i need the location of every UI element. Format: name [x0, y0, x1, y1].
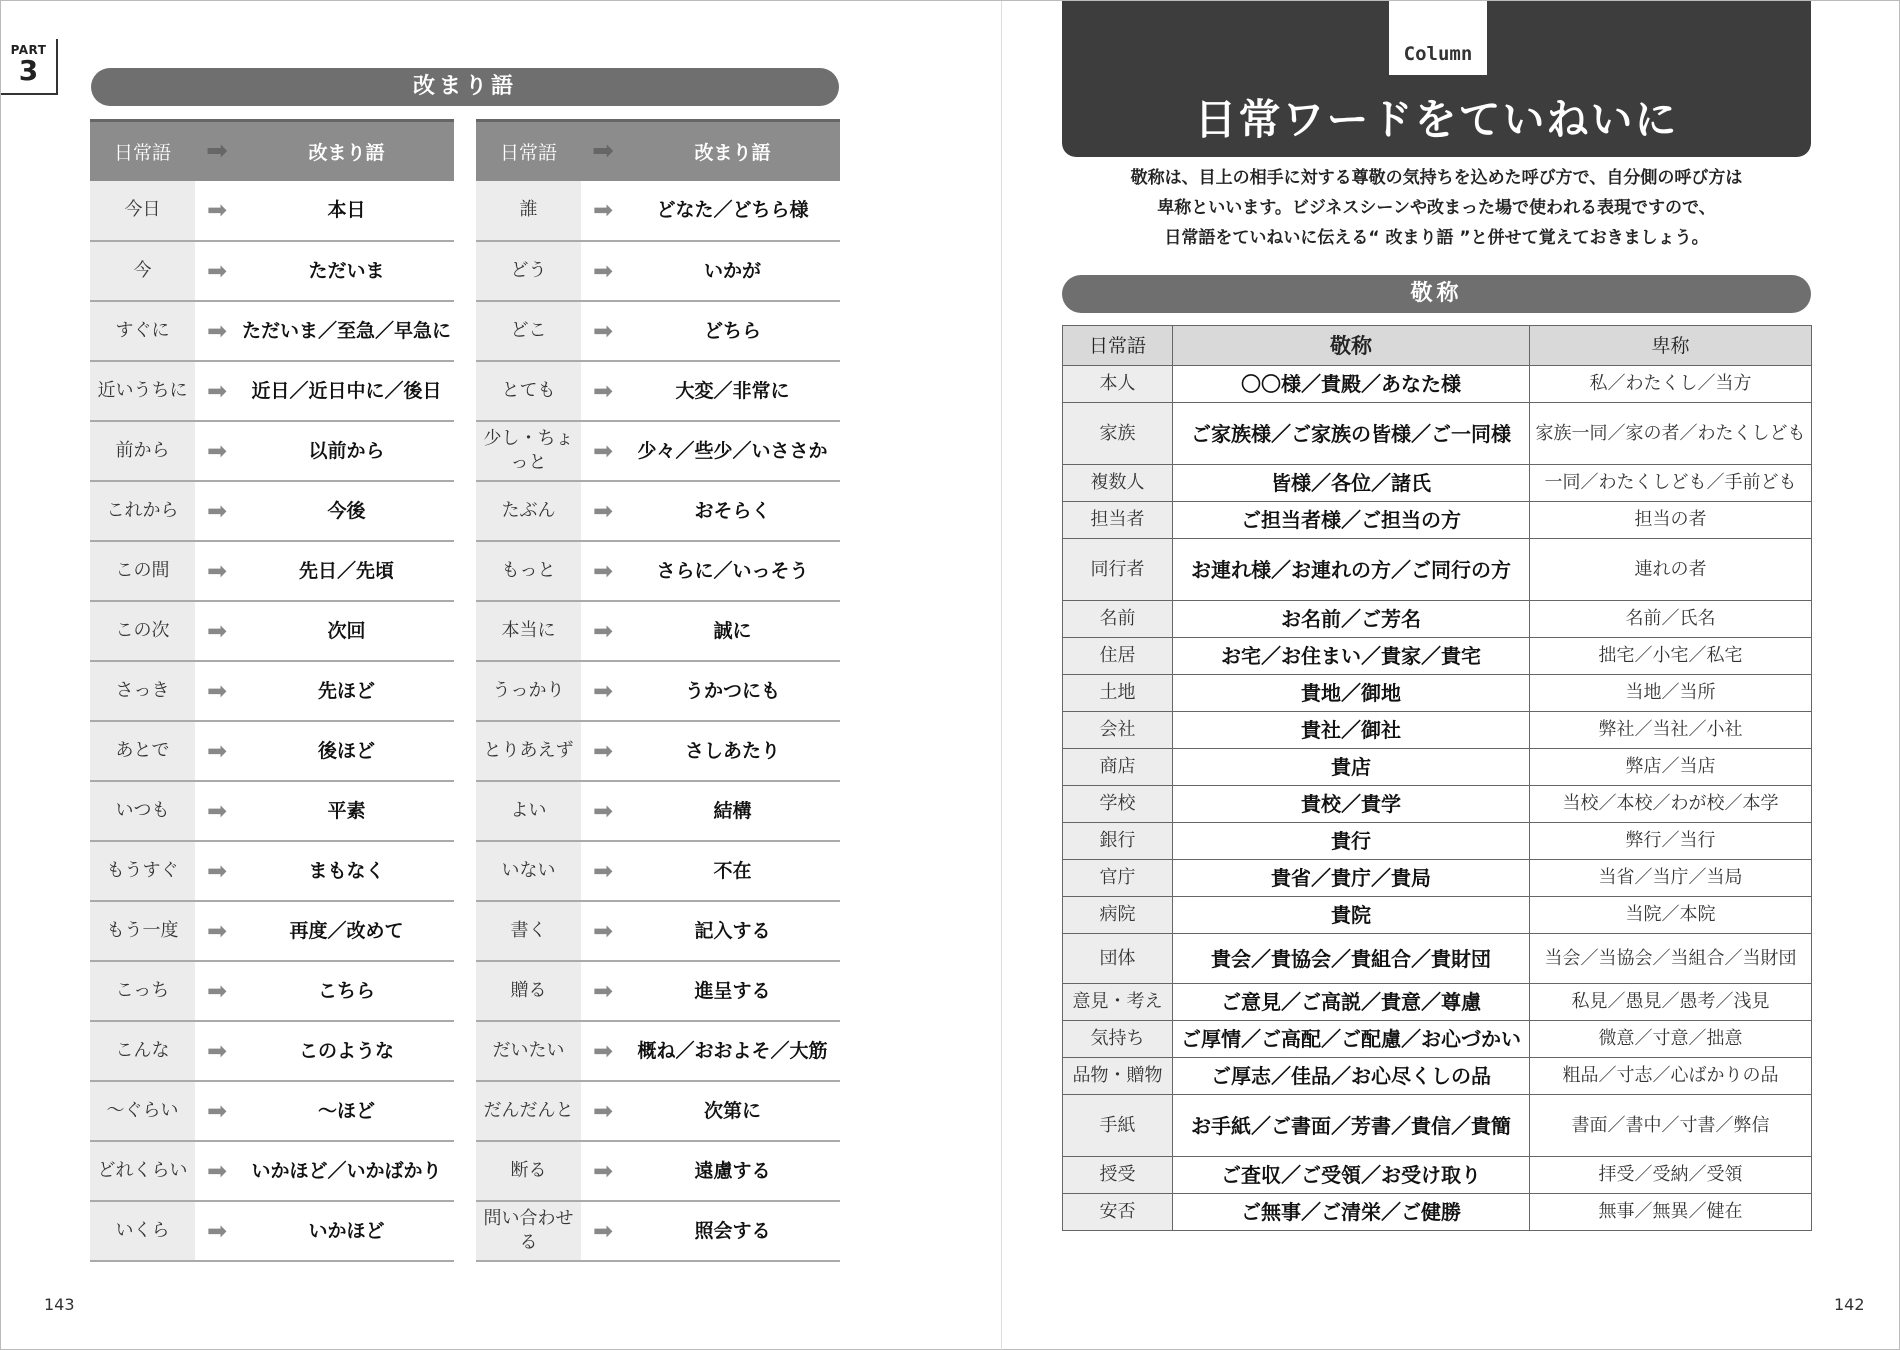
arrow-icon: ➡	[581, 301, 625, 361]
formal-word: 記入する	[625, 901, 840, 961]
formal-word: 少々／些少／いささか	[625, 421, 840, 481]
arrow-icon: ➡	[195, 181, 239, 241]
table-row	[476, 1141, 840, 1201]
formal-words-table-2	[476, 119, 840, 1262]
column-tag: Column	[1389, 1, 1487, 75]
table-row	[90, 541, 454, 601]
formal-word: おそらく	[625, 481, 840, 541]
formal-word: いかほど／いかばかり	[239, 1141, 454, 1201]
formal-words-table-1	[90, 119, 454, 1262]
part-number: 3	[18, 54, 39, 87]
humble-word: 担当の者	[1530, 502, 1812, 539]
table-row	[1063, 934, 1812, 984]
header-formal: 改まり語	[239, 121, 454, 181]
table-row	[476, 481, 840, 541]
humble-word: 弊社／当社／小社	[1530, 712, 1812, 749]
daily-word: 土地	[1063, 675, 1173, 712]
header-humble: 卑称	[1530, 326, 1812, 366]
header-daily: 日常語	[476, 121, 581, 181]
table-row	[90, 901, 454, 961]
arrow-icon: ➡	[581, 841, 625, 901]
daily-word: もうすぐ	[90, 841, 195, 901]
arrow-icon: ➡	[195, 481, 239, 541]
daily-word: 前から	[90, 421, 195, 481]
daily-word: 同行者	[1063, 539, 1173, 601]
honorific-word: 貴校／貴学	[1173, 786, 1530, 823]
arrow-icon: ➡	[195, 301, 239, 361]
daily-word: 書く	[476, 901, 581, 961]
daily-word: 今日	[90, 181, 195, 241]
table-row	[476, 541, 840, 601]
honorific-word: 貴院	[1173, 897, 1530, 934]
humble-word: 名前／氏名	[1530, 601, 1812, 638]
arrow-icon: ➡	[195, 661, 239, 721]
daily-word: さっき	[90, 661, 195, 721]
honorific-word: 皆様／各位／諸氏	[1173, 465, 1530, 502]
daily-word: 家族	[1063, 403, 1173, 465]
daily-word: 名前	[1063, 601, 1173, 638]
table-row	[1063, 403, 1812, 465]
table-row	[476, 721, 840, 781]
daily-word: この次	[90, 601, 195, 661]
daily-word: 会社	[1063, 712, 1173, 749]
arrow-icon: ➡	[581, 961, 625, 1021]
table-row	[90, 1201, 454, 1261]
formal-word: 近日／近日中に／後日	[239, 361, 454, 421]
daily-word: こっち	[90, 961, 195, 1021]
formal-word: ただいま	[239, 241, 454, 301]
table-header-row	[476, 121, 840, 181]
formal-word: 後ほど	[239, 721, 454, 781]
table-row	[1063, 1194, 1812, 1231]
formal-word: 遠慮する	[625, 1141, 840, 1201]
daily-word: 病院	[1063, 897, 1173, 934]
daily-word: 品物・贈物	[1063, 1058, 1173, 1095]
honorific-word: ご無事／ご清栄／ご健勝	[1173, 1194, 1530, 1231]
table-row	[476, 961, 840, 1021]
daily-word: もっと	[476, 541, 581, 601]
formal-word: 次回	[239, 601, 454, 661]
arrow-icon: ➡	[195, 901, 239, 961]
table-header-row	[90, 121, 454, 181]
page-number-right: 142	[1834, 1295, 1865, 1314]
honorific-word: ご担当者様／ご担当の方	[1173, 502, 1530, 539]
honorific-word: 〇〇様／貴殿／あなた様	[1173, 366, 1530, 403]
table-row	[90, 361, 454, 421]
table-row	[1063, 712, 1812, 749]
daily-word: 商店	[1063, 749, 1173, 786]
arrow-icon: ➡	[581, 781, 625, 841]
daily-word: 今	[90, 241, 195, 301]
table-row	[1063, 539, 1812, 601]
formal-word: 照会する	[625, 1201, 840, 1261]
table-row	[1063, 502, 1812, 539]
humble-word: 拙宅／小宅／私宅	[1530, 638, 1812, 675]
formal-word: ただいま／至急／早急に	[239, 301, 454, 361]
daily-word: あとで	[90, 721, 195, 781]
intro-line-1: 敬称は、目上の相手に対する尊敬の気持ちを込めた呼び方で、自分側の呼び方は	[1130, 168, 1743, 188]
arrow-icon: ➡	[581, 541, 625, 601]
formal-word: どちら	[625, 301, 840, 361]
table-row	[476, 781, 840, 841]
formal-word: 再度／改めて	[239, 901, 454, 961]
daily-word: 担当者	[1063, 502, 1173, 539]
daily-word: とても	[476, 361, 581, 421]
table-row	[1063, 1021, 1812, 1058]
table-row	[476, 361, 840, 421]
formal-word: 以前から	[239, 421, 454, 481]
honorific-word: 貴省／貴庁／貴局	[1173, 860, 1530, 897]
humble-word: 微意／寸意／拙意	[1530, 1021, 1812, 1058]
daily-word: 意見・考え	[1063, 984, 1173, 1021]
daily-word: だんだんと	[476, 1081, 581, 1141]
formal-word: このような	[239, 1021, 454, 1081]
table-row	[90, 1081, 454, 1141]
humble-word: 拝受／受納／受領	[1530, 1157, 1812, 1194]
formal-word: 進呈する	[625, 961, 840, 1021]
table-row	[90, 721, 454, 781]
formal-word: 今後	[239, 481, 454, 541]
arrow-icon: ➡	[195, 541, 239, 601]
table-body	[476, 181, 840, 1261]
arrow-icon: ➡	[581, 1081, 625, 1141]
table-row	[1063, 366, 1812, 403]
arrow-icon: ➡	[195, 1141, 239, 1201]
table-row	[1063, 601, 1812, 638]
honorific-title: 敬称	[1062, 275, 1811, 313]
formal-word: 先ほど	[239, 661, 454, 721]
honorific-word: 貴店	[1173, 749, 1530, 786]
honorific-word: お手紙／ご書面／芳書／貴信／貴簡	[1173, 1095, 1530, 1157]
formal-word: さしあたり	[625, 721, 840, 781]
daily-word: 複数人	[1063, 465, 1173, 502]
arrow-icon: ➡	[581, 121, 625, 181]
arrow-icon: ➡	[581, 601, 625, 661]
humble-word: 当省／当庁／当局	[1530, 860, 1812, 897]
humble-word: 当校／本校／わが校／本学	[1530, 786, 1812, 823]
part-label: PART	[10, 43, 47, 57]
arrow-icon: ➡	[195, 1081, 239, 1141]
table-row	[90, 1141, 454, 1201]
honorific-word: ご厚情／ご高配／ご配慮／お心づかい	[1173, 1021, 1530, 1058]
honorific-word: ご査収／ご受領／お受け取り	[1173, 1157, 1530, 1194]
humble-word: 家族一同／家の者／わたくしども	[1530, 403, 1812, 465]
table-row	[90, 421, 454, 481]
daily-word: どこ	[476, 301, 581, 361]
arrow-icon: ➡	[195, 421, 239, 481]
table-row	[476, 181, 840, 241]
daily-word: すぐに	[90, 301, 195, 361]
honorific-word: ご意見／ご高説／貴意／尊慮	[1173, 984, 1530, 1021]
arrow-icon: ➡	[581, 661, 625, 721]
column-intro	[1062, 163, 1811, 253]
humble-word: 当地／当所	[1530, 675, 1812, 712]
arrow-icon: ➡	[581, 241, 625, 301]
intro-line-3: 日常語をていねいに伝える“ 改まり語 ”と併せて覚えておきましょう。	[1164, 228, 1709, 248]
table-row	[476, 661, 840, 721]
header-daily: 日常語	[90, 121, 195, 181]
table-row	[1063, 860, 1812, 897]
formal-word: まもなく	[239, 841, 454, 901]
table-row	[90, 181, 454, 241]
formal-word: さらに／いっそう	[625, 541, 840, 601]
daily-word: この間	[90, 541, 195, 601]
daily-word: どう	[476, 241, 581, 301]
daily-word: 少し・ちょっと	[476, 421, 581, 481]
humble-word: 弊行／当行	[1530, 823, 1812, 860]
table-row	[1063, 638, 1812, 675]
humble-word: 私見／愚見／愚考／浅見	[1530, 984, 1812, 1021]
humble-word: 当会／当協会／当組合／当財団	[1530, 934, 1812, 984]
table-row	[476, 1021, 840, 1081]
formal-word: うかつにも	[625, 661, 840, 721]
table-row	[90, 661, 454, 721]
formal-word: いかほど	[239, 1201, 454, 1261]
table-body	[1063, 366, 1812, 1231]
header-honorific: 敬称	[1173, 326, 1530, 366]
arrow-icon: ➡	[195, 781, 239, 841]
column-title: 日常ワードをていねいに	[1194, 95, 1679, 144]
intro-line-2: 卑称といいます。ビジネスシーンや改まった場で使われる表現ですので、	[1157, 198, 1716, 218]
table-row	[90, 781, 454, 841]
arrow-icon: ➡	[581, 721, 625, 781]
daily-word: 官庁	[1063, 860, 1173, 897]
arrow-icon: ➡	[581, 181, 625, 241]
daily-word: もう一度	[90, 901, 195, 961]
table-row	[476, 901, 840, 961]
table-row	[90, 1021, 454, 1081]
humble-word: 書面／書中／寸書／弊信	[1530, 1095, 1812, 1157]
arrow-icon: ➡	[581, 1201, 625, 1261]
arrow-icon: ➡	[195, 841, 239, 901]
table-row	[90, 481, 454, 541]
daily-word: 誰	[476, 181, 581, 241]
table-row	[90, 241, 454, 301]
formal-word: 結構	[625, 781, 840, 841]
arrow-icon: ➡	[195, 121, 239, 181]
humble-word: 連れの者	[1530, 539, 1812, 601]
table-row	[1063, 1157, 1812, 1194]
table-row	[476, 301, 840, 361]
arrow-icon: ➡	[195, 1201, 239, 1261]
table-row	[90, 301, 454, 361]
table-row	[476, 241, 840, 301]
daily-word: 住居	[1063, 638, 1173, 675]
arrow-icon: ➡	[581, 1021, 625, 1081]
daily-word: いつも	[90, 781, 195, 841]
daily-word: うっかり	[476, 661, 581, 721]
arrow-icon: ➡	[195, 721, 239, 781]
daily-word: いくら	[90, 1201, 195, 1261]
daily-word: 学校	[1063, 786, 1173, 823]
arrow-icon: ➡	[195, 601, 239, 661]
humble-word: 私／わたくし／当方	[1530, 366, 1812, 403]
table-row	[1063, 465, 1812, 502]
daily-word: 気持ち	[1063, 1021, 1173, 1058]
table-row	[476, 421, 840, 481]
daily-word: 本人	[1063, 366, 1173, 403]
honorific-word: ご家族様／ご家族の皆様／ご一同様	[1173, 403, 1530, 465]
table-row	[476, 841, 840, 901]
formal-word: 次第に	[625, 1081, 840, 1141]
table-row	[1063, 786, 1812, 823]
header-daily: 日常語	[1063, 326, 1173, 366]
table-row	[90, 961, 454, 1021]
daily-word: こんな	[90, 1021, 195, 1081]
table-row	[476, 1081, 840, 1141]
humble-word: 無事／無異／健在	[1530, 1194, 1812, 1231]
table-row	[476, 601, 840, 661]
part-badge	[1, 39, 58, 95]
table-row	[1063, 897, 1812, 934]
header-formal: 改まり語	[625, 121, 840, 181]
arrow-icon: ➡	[581, 421, 625, 481]
table-row	[1063, 749, 1812, 786]
humble-word: 弊店／当店	[1530, 749, 1812, 786]
humble-word: 一同／わたくしども／手前ども	[1530, 465, 1812, 502]
table-row	[1063, 1095, 1812, 1157]
formal-word: 大変／非常に	[625, 361, 840, 421]
arrow-icon: ➡	[581, 901, 625, 961]
daily-word: 安否	[1063, 1194, 1173, 1231]
daily-word: 銀行	[1063, 823, 1173, 860]
arrow-icon: ➡	[195, 961, 239, 1021]
arrow-icon: ➡	[581, 1141, 625, 1201]
table-row	[1063, 984, 1812, 1021]
formal-word: 不在	[625, 841, 840, 901]
formal-word: どなた／どちら様	[625, 181, 840, 241]
table-row	[90, 841, 454, 901]
formal-words-title: 改まり語	[91, 68, 839, 106]
formal-word: こちら	[239, 961, 454, 1021]
daily-word: 手紙	[1063, 1095, 1173, 1157]
table-row	[1063, 1058, 1812, 1095]
honorific-word: 貴地／御地	[1173, 675, 1530, 712]
table-row	[1063, 823, 1812, 860]
page-gutter	[1001, 1, 1002, 1350]
formal-word: 〜ほど	[239, 1081, 454, 1141]
formal-word: 平素	[239, 781, 454, 841]
daily-word: 団体	[1063, 934, 1173, 984]
formal-word: 先日／先頃	[239, 541, 454, 601]
formal-word: いかが	[625, 241, 840, 301]
honorific-word: お宅／お住まい／貴家／貴宅	[1173, 638, 1530, 675]
daily-word: とりあえず	[476, 721, 581, 781]
daily-word: 授受	[1063, 1157, 1173, 1194]
honorific-table	[1062, 325, 1812, 1231]
arrow-icon: ➡	[581, 361, 625, 421]
table-row	[1063, 675, 1812, 712]
daily-word: 本当に	[476, 601, 581, 661]
arrow-icon: ➡	[195, 1021, 239, 1081]
table-row	[90, 601, 454, 661]
humble-word: 粗品／寸志／心ばかりの品	[1530, 1058, 1812, 1095]
arrow-icon: ➡	[581, 481, 625, 541]
honorific-word: ご厚志／佳品／お心尽くしの品	[1173, 1058, 1530, 1095]
daily-word: これから	[90, 481, 195, 541]
daily-word: だいたい	[476, 1021, 581, 1081]
daily-word: たぶん	[476, 481, 581, 541]
page-number-left: 143	[44, 1295, 75, 1314]
honorific-word: 貴社／御社	[1173, 712, 1530, 749]
table-body	[90, 181, 454, 1261]
honorific-word: 貴行	[1173, 823, 1530, 860]
honorific-word: お連れ様／お連れの方／ご同行の方	[1173, 539, 1530, 601]
honorific-word: 貴会／貴協会／貴組合／貴財団	[1173, 934, 1530, 984]
formal-word: 本日	[239, 181, 454, 241]
table-header-row	[1063, 326, 1812, 366]
formal-word: 概ね／おおよそ／大筋	[625, 1021, 840, 1081]
daily-word: 断る	[476, 1141, 581, 1201]
daily-word: よい	[476, 781, 581, 841]
table-row	[476, 1201, 840, 1261]
daily-word: いない	[476, 841, 581, 901]
daily-word: どれくらい	[90, 1141, 195, 1201]
daily-word: 近いうちに	[90, 361, 195, 421]
arrow-icon: ➡	[195, 241, 239, 301]
arrow-icon: ➡	[195, 361, 239, 421]
daily-word: 〜ぐらい	[90, 1081, 195, 1141]
humble-word: 当院／本院	[1530, 897, 1812, 934]
honorific-word: お名前／ご芳名	[1173, 601, 1530, 638]
daily-word: 問い合わせる	[476, 1201, 581, 1261]
daily-word: 贈る	[476, 961, 581, 1021]
formal-word: 誠に	[625, 601, 840, 661]
